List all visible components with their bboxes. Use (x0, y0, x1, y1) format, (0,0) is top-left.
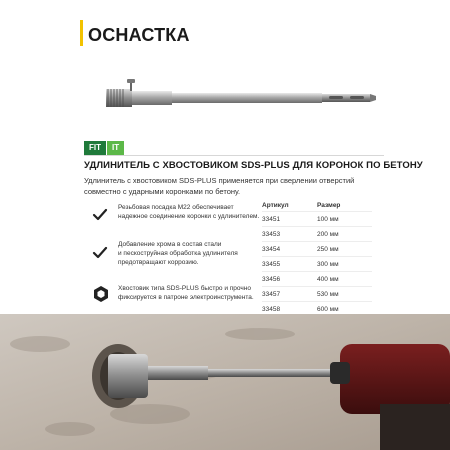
size-cell: 530 мм (317, 291, 339, 298)
table-row (262, 286, 372, 301)
size-cell: 100 мм (317, 216, 339, 223)
brand-divider (84, 155, 384, 156)
table-row (262, 241, 372, 256)
article-cell: 33454 (262, 246, 281, 253)
description-line: совместно с ударными коронками по бетону. (84, 186, 241, 196)
size-table (262, 200, 372, 316)
column-header-article: Артикул (262, 202, 289, 209)
feature-text (118, 284, 268, 302)
table-row (262, 256, 372, 271)
feature-text (118, 203, 268, 221)
brand-logo (84, 141, 124, 155)
product-heading: УДЛИНИТЕЛЬ С ХВОСТОВИКОМ SDS-PLUS ДЛЯ КОРОНОК ПО БЕТОНУ (84, 160, 423, 171)
feature-line: предотвращают коррозию. (118, 259, 199, 266)
article-cell: 33456 (262, 276, 281, 283)
page-title: ОСНАСТКА (88, 25, 190, 45)
size-cell: 600 мм (317, 306, 339, 313)
feature-line: и пескоструйная обработка удлинителя (118, 250, 238, 257)
title-accent-bar (80, 20, 83, 46)
description-line: Удлинитель с хвостовиком SDS-PLUS применяется при сверлении отверстий (84, 176, 355, 185)
product-image (84, 62, 384, 126)
article-cell: 33458 (262, 306, 281, 313)
feature-line: Добавление хрома в состав стали (118, 241, 222, 248)
table-row (262, 226, 372, 241)
checkmark-icon (92, 207, 108, 223)
brand-fit-label: FIT (84, 141, 106, 155)
table-header (262, 200, 372, 211)
feature-text (118, 240, 268, 267)
hex-shank-icon (92, 285, 110, 303)
feature-line: Хвостовик типа SDS-PLUS быстро и прочно (118, 285, 251, 292)
size-cell: 300 мм (317, 261, 339, 268)
article-cell: 33457 (262, 291, 281, 298)
article-cell: 33453 (262, 231, 281, 238)
feature-line: фиксируется в патроне электроинструмента. (118, 294, 254, 301)
brand-it-label: IT (107, 141, 124, 155)
product-description (84, 176, 384, 197)
size-cell: 400 мм (317, 276, 339, 283)
table-row (262, 271, 372, 286)
size-cell: 250 мм (317, 246, 339, 253)
checkmark-icon (92, 245, 108, 261)
feature-line: надежное соединение коронки с удлинителем. (118, 213, 260, 220)
size-cell: 200 мм (317, 231, 339, 238)
usage-photo (0, 314, 450, 450)
column-header-size: Размер (317, 202, 341, 209)
feature-line: Резьбовая посадка М22 обеспечивает (118, 204, 234, 211)
article-cell: 33451 (262, 216, 281, 223)
article-cell: 33455 (262, 261, 281, 268)
table-row (262, 211, 372, 226)
